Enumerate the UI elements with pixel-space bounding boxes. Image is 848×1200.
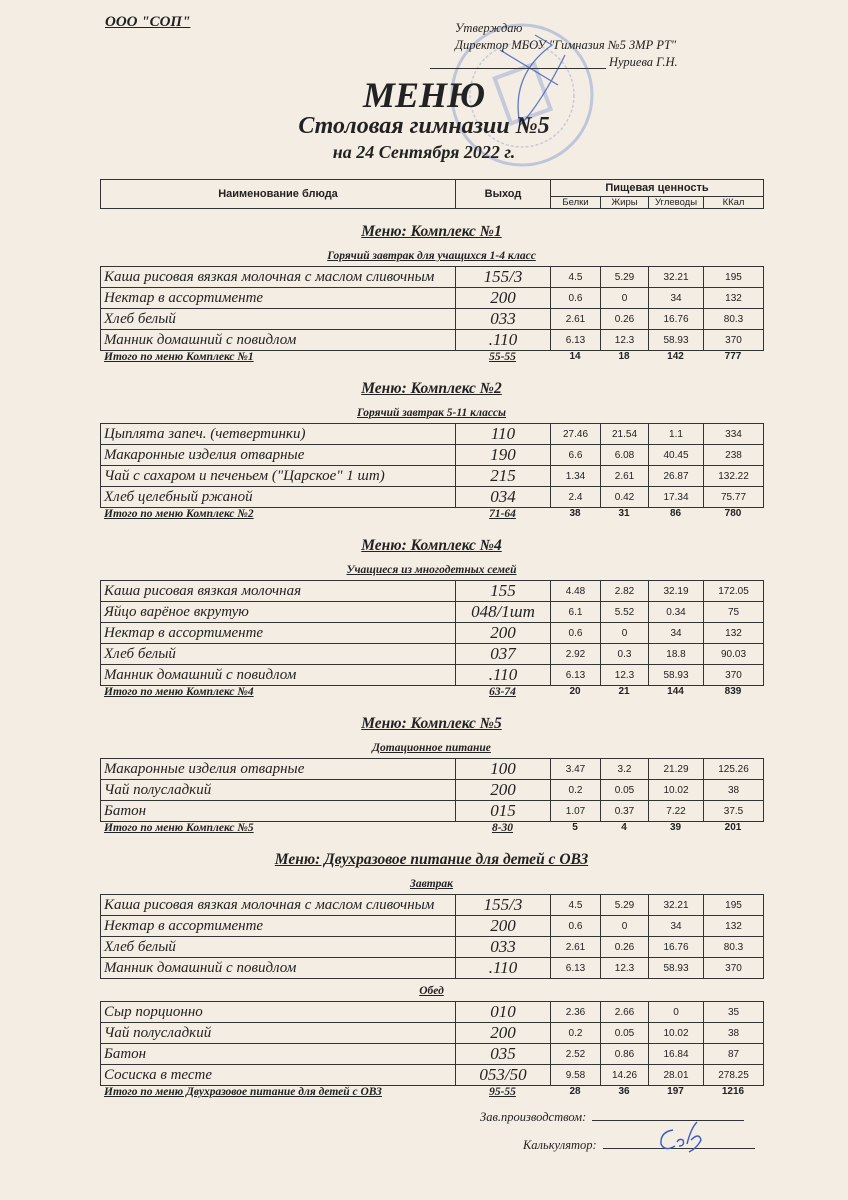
dish-name: Нектар в ассортименте xyxy=(101,623,456,644)
dish-kcal: 370 xyxy=(704,665,764,686)
organization-name: ООО "СОП" xyxy=(105,14,191,30)
total-kcal: 777 xyxy=(724,351,742,362)
dish-kcal: 132 xyxy=(704,916,764,937)
total-carbs: 86 xyxy=(669,508,682,519)
total-protein: 14 xyxy=(569,351,581,362)
page-subtitle: Столовая гимназии №5 xyxy=(298,113,550,139)
table-row xyxy=(101,267,764,288)
handwritten-signature-icon xyxy=(655,1118,715,1158)
dish-name: Хлеб белый xyxy=(101,644,456,665)
dish-fat: 5.29 xyxy=(601,895,649,916)
total-label: Итого по меню Комплекс №4 xyxy=(104,686,254,698)
dish-kcal: 132 xyxy=(704,623,764,644)
dish-protein: 6.6 xyxy=(551,445,601,466)
dish-protein: 1.34 xyxy=(551,466,601,487)
dish-name: Манник домашний с повидлом xyxy=(101,958,456,979)
dish-kcal: 125.26 xyxy=(704,759,764,780)
dish-protein: 3.47 xyxy=(551,759,601,780)
dish-name: Хлеб белый xyxy=(101,309,456,330)
dish-yield: .110 xyxy=(456,958,551,979)
group-subtitle: Обед xyxy=(419,985,444,997)
dish-protein: 2.92 xyxy=(551,644,601,665)
dish-fat: 5.29 xyxy=(601,267,649,288)
dish-name: Манник домашний с повидлом xyxy=(101,330,456,351)
dish-kcal: 38 xyxy=(704,1023,764,1044)
dish-yield: 010 xyxy=(456,1002,551,1023)
total-fat: 36 xyxy=(618,1086,630,1097)
dish-fat: 6.08 xyxy=(601,445,649,466)
section-total-row xyxy=(100,1086,763,1101)
total-label: Итого по меню Двухразовое питание для детей с ОВЗ xyxy=(104,1086,382,1098)
dish-kcal: 334 xyxy=(704,424,764,445)
dish-kcal: 38 xyxy=(704,780,764,801)
dish-name: Нектар в ассортименте xyxy=(101,916,456,937)
approval-block xyxy=(455,20,678,71)
total-yield: 95-55 xyxy=(489,1086,516,1098)
dish-yield: 200 xyxy=(456,288,551,309)
dish-fat: 12.3 xyxy=(601,330,649,351)
dish-kcal: 278.25 xyxy=(704,1065,764,1086)
total-fat: 21 xyxy=(618,686,630,697)
dish-carbs: 58.93 xyxy=(649,958,704,979)
column-header-nutrition: Пищевая ценность xyxy=(551,180,764,197)
table-row xyxy=(101,581,764,602)
dish-table xyxy=(100,894,764,979)
dish-carbs: 0.34 xyxy=(649,602,704,623)
total-yield: 71-64 xyxy=(489,508,516,520)
table-row xyxy=(101,1002,764,1023)
table-row xyxy=(101,487,764,508)
dish-protein: 2.61 xyxy=(551,309,601,330)
section-title: Меню: Комплекс №4 xyxy=(361,537,502,554)
dish-fat: 0 xyxy=(601,623,649,644)
dish-carbs: 1.1 xyxy=(649,424,704,445)
dish-yield: 200 xyxy=(456,1023,551,1044)
dish-name: Яйцо варёное вкрутую xyxy=(101,602,456,623)
dish-kcal: 87 xyxy=(704,1044,764,1065)
table-row xyxy=(101,466,764,487)
table-row xyxy=(101,780,764,801)
dish-carbs: 7.22 xyxy=(649,801,704,822)
dish-yield: 190 xyxy=(456,445,551,466)
dish-kcal: 370 xyxy=(704,958,764,979)
total-protein: 5 xyxy=(572,822,578,833)
dish-yield: .110 xyxy=(456,665,551,686)
dish-yield: 155 xyxy=(456,581,551,602)
dish-carbs: 34 xyxy=(649,623,704,644)
dish-carbs: 32.21 xyxy=(649,267,704,288)
dish-carbs: 32.19 xyxy=(649,581,704,602)
total-kcal: 780 xyxy=(724,508,742,519)
column-header-yield: Выход xyxy=(456,180,551,209)
dish-yield: 155/3 xyxy=(456,895,551,916)
dish-name: Цыплята запеч. (четвертинки) xyxy=(101,424,456,445)
table-row xyxy=(101,958,764,979)
dish-name: Каша рисовая вязкая молочная xyxy=(101,581,456,602)
table-row xyxy=(101,330,764,351)
dish-protein: 4.48 xyxy=(551,581,601,602)
group-subtitle: Горячий завтрак для учащихся 1-4 класс xyxy=(327,250,536,262)
dish-name: Батон xyxy=(101,801,456,822)
dish-kcal: 238 xyxy=(704,445,764,466)
table-row xyxy=(101,445,764,466)
dish-name: Макаронные изделия отварные xyxy=(101,445,456,466)
dish-fat: 0.42 xyxy=(601,487,649,508)
dish-kcal: 132 xyxy=(704,288,764,309)
dish-carbs: 28.01 xyxy=(649,1065,704,1086)
dish-protein: 2.52 xyxy=(551,1044,601,1065)
table-row xyxy=(101,288,764,309)
section-title: Меню: Двухразовое питание для детей с ОВЗ xyxy=(274,851,589,868)
dish-kcal: 75.77 xyxy=(704,487,764,508)
column-header-carbs: Углеводы xyxy=(649,197,704,209)
approve-name: Нуриева Г.Н. xyxy=(609,55,678,69)
dish-fat: 0.86 xyxy=(601,1044,649,1065)
dish-protein: 6.13 xyxy=(551,958,601,979)
total-fat: 4 xyxy=(621,822,627,833)
section-title: Меню: Комплекс №1 xyxy=(361,223,502,240)
dish-carbs: 34 xyxy=(649,288,704,309)
section-total-row xyxy=(100,351,763,366)
dish-protein: 6.1 xyxy=(551,602,601,623)
section-title: Меню: Комплекс №2 xyxy=(361,380,502,397)
table-row xyxy=(101,602,764,623)
dish-table xyxy=(100,423,764,508)
dish-carbs: 17.34 xyxy=(649,487,704,508)
dish-protein: 0.6 xyxy=(551,916,601,937)
dish-name: Хлеб целебный ржаной xyxy=(101,487,456,508)
dish-fat: 0.05 xyxy=(601,780,649,801)
approval-signature-line xyxy=(430,68,606,69)
dish-name: Сыр порционно xyxy=(101,1002,456,1023)
total-yield: 63-74 xyxy=(489,686,516,698)
dish-name: Макаронные изделия отварные xyxy=(101,759,456,780)
dish-table xyxy=(100,266,764,351)
dish-protein: 9.58 xyxy=(551,1065,601,1086)
total-fat: 31 xyxy=(618,508,630,519)
table-row xyxy=(101,916,764,937)
total-carbs: 144 xyxy=(667,686,684,697)
dish-name: Хлеб белый xyxy=(101,937,456,958)
dish-yield: 048/1шт xyxy=(456,602,551,623)
dish-protein: 27.46 xyxy=(551,424,601,445)
dish-name: Каша рисовая вязкая молочная с маслом сливочным xyxy=(101,267,456,288)
production-head-label: Зав.производством: xyxy=(480,1110,587,1124)
approve-label: Утверждаю xyxy=(455,21,523,35)
dish-fat: 2.66 xyxy=(601,1002,649,1023)
dish-fat: 0.37 xyxy=(601,801,649,822)
menu-date: на 24 Сентября 2022 г. xyxy=(332,142,516,162)
dish-yield: 200 xyxy=(456,780,551,801)
dish-carbs: 34 xyxy=(649,916,704,937)
dish-kcal: 370 xyxy=(704,330,764,351)
table-row xyxy=(101,665,764,686)
dish-yield: 053/50 xyxy=(456,1065,551,1086)
dish-yield: 100 xyxy=(456,759,551,780)
total-carbs: 39 xyxy=(669,822,682,833)
dish-carbs: 16.76 xyxy=(649,309,704,330)
dish-fat: 12.3 xyxy=(601,665,649,686)
total-protein: 28 xyxy=(569,1086,581,1097)
dish-yield: 033 xyxy=(456,309,551,330)
section-total-row xyxy=(100,686,763,701)
dish-fat: 0.3 xyxy=(601,644,649,665)
dish-protein: 2.4 xyxy=(551,487,601,508)
dish-yield: 200 xyxy=(456,623,551,644)
table-row xyxy=(101,1023,764,1044)
dish-kcal: 80.3 xyxy=(704,937,764,958)
table-row xyxy=(101,644,764,665)
dish-yield: 200 xyxy=(456,916,551,937)
dish-kcal: 195 xyxy=(704,895,764,916)
calculator-label: Калькулятор: xyxy=(523,1138,597,1152)
dish-kcal: 195 xyxy=(704,267,764,288)
dish-protein: 4.5 xyxy=(551,895,601,916)
dish-protein: 2.36 xyxy=(551,1002,601,1023)
dish-carbs: 58.93 xyxy=(649,330,704,351)
group-subtitle: Завтрак xyxy=(409,878,453,890)
column-header-name: Наименование блюда xyxy=(101,180,456,209)
group-subtitle: Учащиеся из многодетных семей xyxy=(346,564,517,576)
total-carbs: 142 xyxy=(667,351,684,362)
group-subtitle: Дотационное питание xyxy=(372,742,491,754)
dish-protein: 0.6 xyxy=(551,623,601,644)
dish-table xyxy=(100,758,764,822)
section-total-row xyxy=(100,508,763,523)
dish-fat: 0.26 xyxy=(601,309,649,330)
dish-yield: 215 xyxy=(456,466,551,487)
dish-fat: 5.52 xyxy=(601,602,649,623)
total-kcal: 839 xyxy=(724,686,742,697)
dish-fat: 3.2 xyxy=(601,759,649,780)
total-protein: 20 xyxy=(569,686,581,697)
dish-yield: 033 xyxy=(456,937,551,958)
dish-table xyxy=(100,580,764,686)
dish-name: Манник домашний с повидлом xyxy=(101,665,456,686)
table-row xyxy=(101,937,764,958)
table-row xyxy=(101,895,764,916)
dish-carbs: 0 xyxy=(649,1002,704,1023)
dish-yield: 110 xyxy=(456,424,551,445)
table-row xyxy=(101,623,764,644)
dish-fat: 2.61 xyxy=(601,466,649,487)
dish-name: Чай с сахаром и печеньем ("Царское" 1 шт) xyxy=(101,466,456,487)
total-label: Итого по меню Комплекс №5 xyxy=(104,822,254,834)
dish-protein: 0.2 xyxy=(551,1023,601,1044)
dish-carbs: 40.45 xyxy=(649,445,704,466)
menu-sections xyxy=(100,223,763,1101)
total-yield: 8-30 xyxy=(491,822,514,834)
dish-fat: 0 xyxy=(601,288,649,309)
dish-carbs: 16.84 xyxy=(649,1044,704,1065)
total-yield: 55-55 xyxy=(489,351,516,363)
dish-kcal: 172.05 xyxy=(704,581,764,602)
dish-fat: 14.26 xyxy=(601,1065,649,1086)
dish-protein: 6.13 xyxy=(551,665,601,686)
total-fat: 18 xyxy=(618,351,630,362)
dish-protein: 4.5 xyxy=(551,267,601,288)
dish-fat: 0 xyxy=(601,916,649,937)
dish-name: Батон xyxy=(101,1044,456,1065)
group-subtitle: Горячий завтрак 5-11 классы xyxy=(356,407,507,419)
total-label: Итого по меню Комплекс №2 xyxy=(104,508,254,520)
table-row xyxy=(101,801,764,822)
table-row xyxy=(101,1044,764,1065)
dish-yield: 035 xyxy=(456,1044,551,1065)
total-kcal: 201 xyxy=(724,822,742,833)
total-kcal: 1216 xyxy=(721,1086,745,1097)
dish-name: Чай полусладкий xyxy=(101,1023,456,1044)
total-label: Итого по меню Комплекс №1 xyxy=(104,351,254,363)
dish-name: Нектар в ассортименте xyxy=(101,288,456,309)
dish-kcal: 90.03 xyxy=(704,644,764,665)
dish-protein: 0.6 xyxy=(551,288,601,309)
section-total-row xyxy=(100,822,763,837)
dish-fat: 2.82 xyxy=(601,581,649,602)
column-header-protein: Белки xyxy=(551,197,601,209)
dish-kcal: 132.22 xyxy=(704,466,764,487)
dish-name: Каша рисовая вязкая молочная с маслом сливочным xyxy=(101,895,456,916)
table-row xyxy=(101,1065,764,1086)
dish-protein: 1.07 xyxy=(551,801,601,822)
column-header-fat: Жиры xyxy=(601,197,649,209)
dish-protein: 0.2 xyxy=(551,780,601,801)
dish-kcal: 37.5 xyxy=(704,801,764,822)
menu-document xyxy=(100,179,763,1101)
dish-yield: 155/3 xyxy=(456,267,551,288)
dish-fat: 0.05 xyxy=(601,1023,649,1044)
dish-yield: 034 xyxy=(456,487,551,508)
dish-carbs: 10.02 xyxy=(649,780,704,801)
table-row xyxy=(101,309,764,330)
dish-kcal: 35 xyxy=(704,1002,764,1023)
dish-fat: 12.3 xyxy=(601,958,649,979)
dish-carbs: 26.87 xyxy=(649,466,704,487)
dish-carbs: 21.29 xyxy=(649,759,704,780)
table-row xyxy=(101,759,764,780)
dish-protein: 6.13 xyxy=(551,330,601,351)
dish-yield: 015 xyxy=(456,801,551,822)
dish-protein: 2.61 xyxy=(551,937,601,958)
calculator-signature xyxy=(523,1136,755,1153)
dish-fat: 21.54 xyxy=(601,424,649,445)
total-carbs: 197 xyxy=(667,1086,684,1097)
dish-carbs: 58.93 xyxy=(649,665,704,686)
dish-kcal: 75 xyxy=(704,602,764,623)
dish-name: Сосиска в тесте xyxy=(101,1065,456,1086)
dish-table xyxy=(100,1001,764,1086)
approve-position: Директор МБОУ "Гимназия №5 ЗМР РТ" xyxy=(455,38,677,52)
page-title: МЕНЮ xyxy=(362,75,486,115)
dish-name: Чай полусладкий xyxy=(101,780,456,801)
dish-carbs: 18.8 xyxy=(649,644,704,665)
section-title: Меню: Комплекс №5 xyxy=(361,715,502,732)
dish-yield: .110 xyxy=(456,330,551,351)
dish-carbs: 16.76 xyxy=(649,937,704,958)
dish-carbs: 32.21 xyxy=(649,895,704,916)
column-header-table xyxy=(100,179,764,209)
table-row xyxy=(101,424,764,445)
dish-kcal: 80.3 xyxy=(704,309,764,330)
dish-carbs: 10.02 xyxy=(649,1023,704,1044)
column-header-kcal: ККал xyxy=(704,197,764,209)
total-protein: 38 xyxy=(569,508,581,519)
dish-yield: 037 xyxy=(456,644,551,665)
dish-fat: 0.26 xyxy=(601,937,649,958)
